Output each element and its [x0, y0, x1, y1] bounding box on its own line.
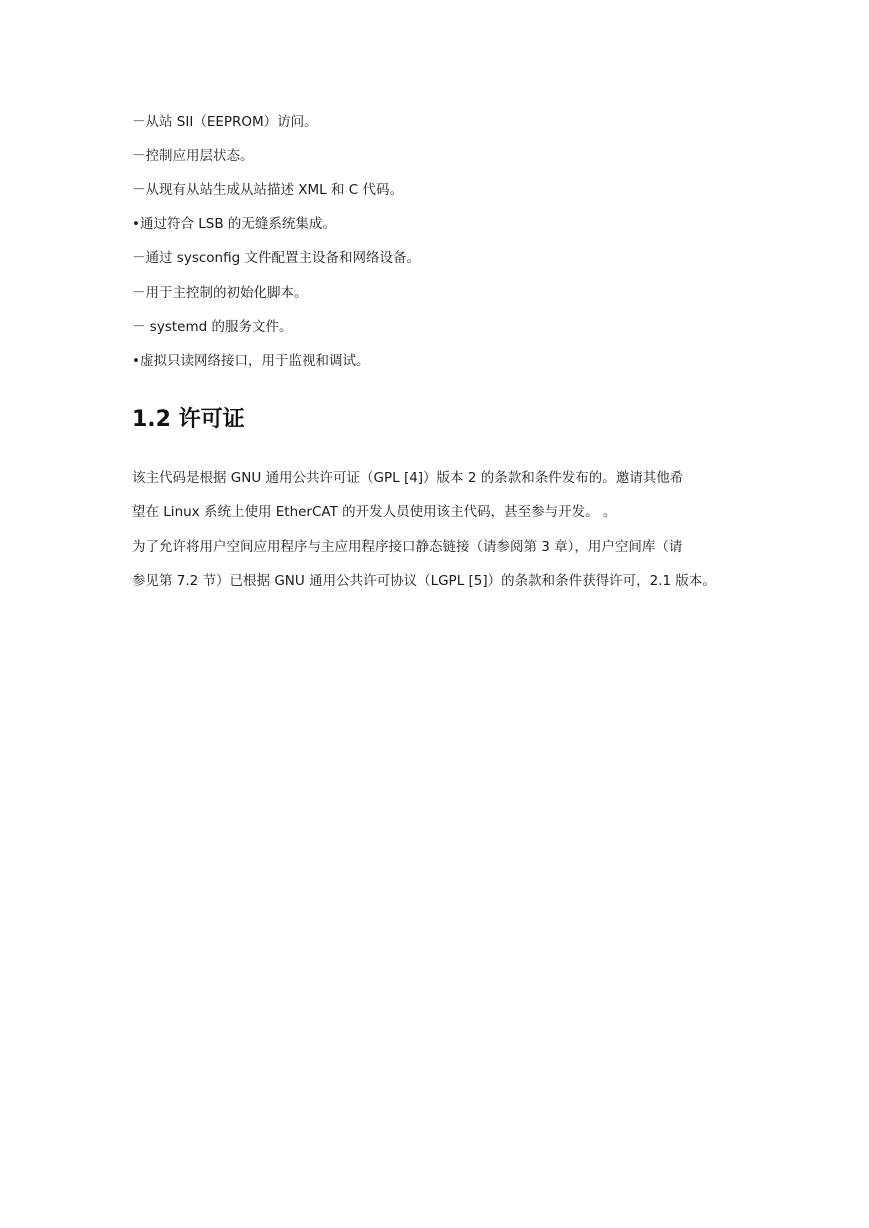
paragraph-line: 该主代码是根据 GNU 通用公共许可证（GPL [4]）版本 2 的条款和条件发布的。邀请其他希: [132, 470, 684, 486]
list-item: －用于主控制的初始化脚本。: [132, 285, 308, 301]
paragraph-line: 望在 Linux 系统上使用 EtherCAT 的开发人员使用该主代码，甚至参与开发。 。: [132, 504, 617, 520]
list-item: －控制应用层状态。: [132, 148, 254, 164]
section-heading: 1.2 许可证: [132, 407, 245, 432]
paragraph-line: 参见第 7.2 节）已根据 GNU 通用公共许可协议（LGPL [5]）的条款和条件获得许可，2.1 版本。: [132, 573, 716, 589]
list-item: －从现有从站生成从站描述 XML 和 C 代码。: [132, 182, 404, 198]
list-item: －通过 sysconfig 文件配置主设备和网络设备。: [132, 250, 420, 266]
list-item: － systemd 的服务文件。: [132, 319, 293, 335]
paragraph-line: 为了允许将用户空间应用程序与主应用程序接口静态链接（请参阅第 3 章），用户空间库（请: [132, 539, 683, 555]
list-item: •通过符合 LSB 的无缝系统集成。: [132, 216, 336, 232]
list-item: －从站 SII（EEPROM）访问。: [132, 114, 318, 130]
list-item: •虚拟只读网络接口，用于监视和调试。: [132, 353, 370, 369]
